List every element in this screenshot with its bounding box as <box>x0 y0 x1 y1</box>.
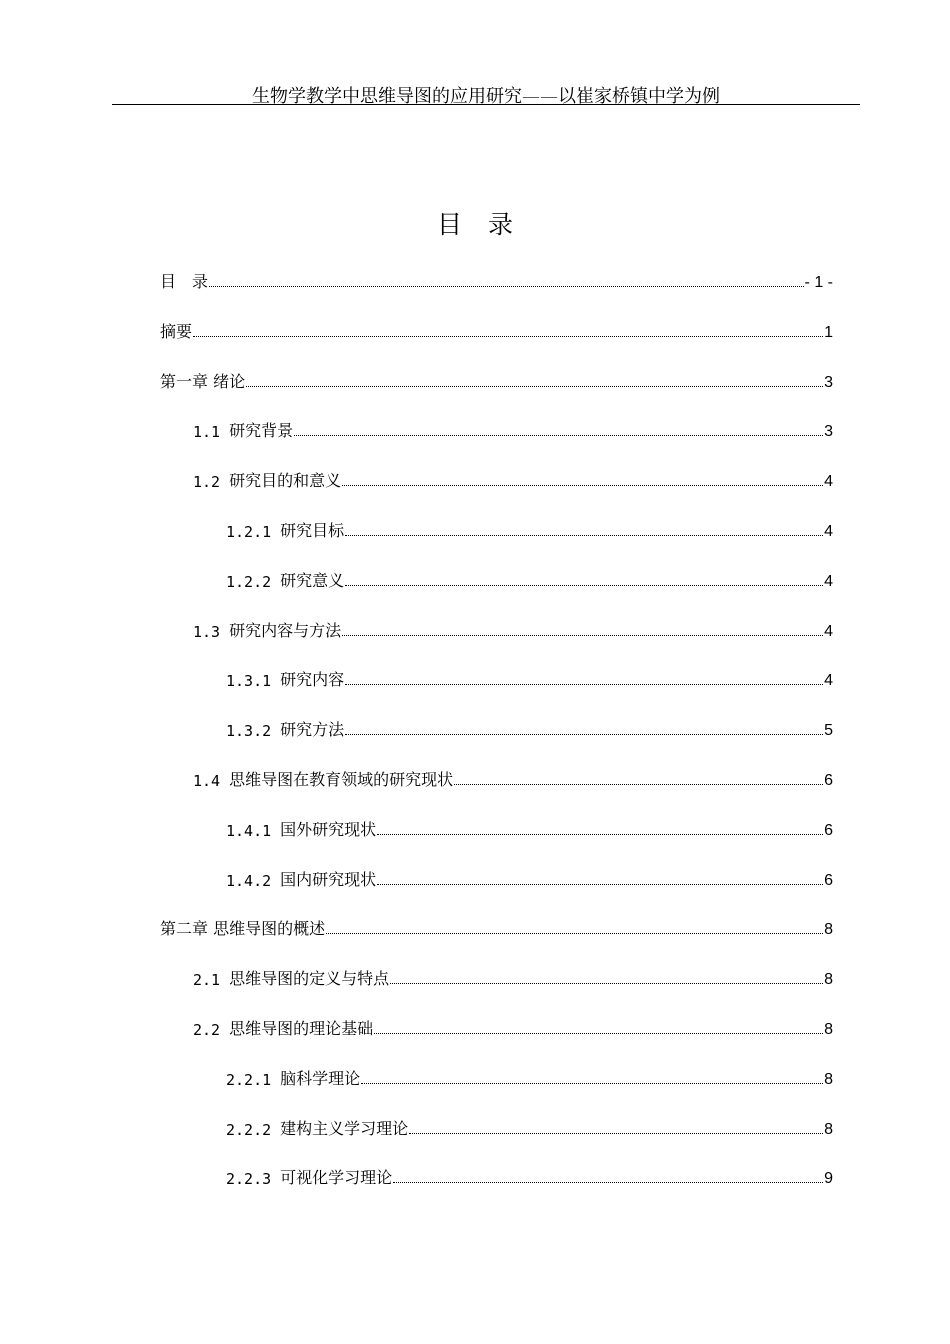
toc-entry[interactable] <box>226 517 833 541</box>
toc-entry-page: 8 <box>824 1070 833 1088</box>
toc-entry-label: 目 录 <box>160 272 209 291</box>
toc-entry-label: 研究背景 <box>229 421 294 441</box>
toc-entry[interactable] <box>160 915 833 939</box>
toc-entry-page: 3 <box>824 423 833 441</box>
toc-entry-label: 思维导图在教育领域的研究现状 <box>229 770 454 789</box>
toc-entry-number: 1.4.1 <box>226 821 272 840</box>
toc-entry[interactable] <box>193 1015 833 1039</box>
toc-entry[interactable] <box>226 567 833 591</box>
toc-entry-page: 8 <box>824 1120 833 1138</box>
toc-entry-number: 1.2.1 <box>226 523 272 541</box>
toc-entry-number: 2.2.1 <box>226 1070 272 1089</box>
dot-leader <box>374 1033 823 1034</box>
toc-entry-label: 可视化学习理论 <box>280 1168 393 1188</box>
toc-entry-label: 研究目的和意义 <box>229 471 342 491</box>
toc-entry-page: 4 <box>824 523 833 540</box>
toc-entry-label: 研究意义 <box>280 570 345 590</box>
toc-entry-page: 6 <box>824 871 833 889</box>
dot-leader <box>326 933 823 934</box>
toc-entry[interactable] <box>226 666 833 690</box>
toc-entry[interactable] <box>226 1065 833 1089</box>
dot-leader <box>342 485 823 486</box>
toc-entry-number: 1.2 <box>193 473 221 492</box>
dot-leader <box>342 635 823 636</box>
dot-leader <box>209 286 804 287</box>
toc-entry-label: 思维导图的定义与特点 <box>229 969 390 989</box>
toc-entry[interactable] <box>193 617 833 641</box>
dot-leader <box>345 684 823 685</box>
dot-leader <box>246 386 823 387</box>
toc-entry-number: 2.2.2 <box>226 1120 272 1139</box>
page-title: 目录 <box>436 210 539 239</box>
toc-entry-page: 6 <box>824 821 833 839</box>
toc-entry-number: 1.3.2 <box>226 722 272 741</box>
toc-entry-page: 1 <box>824 323 833 341</box>
toc-entry[interactable] <box>226 716 833 740</box>
toc-entry-page: 4 <box>824 672 833 690</box>
toc-entry-label: 研究方法 <box>280 720 345 740</box>
toc-entry-page: 4 <box>824 473 833 491</box>
toc-entry-page: 4 <box>824 622 833 640</box>
toc-entry[interactable] <box>160 268 833 292</box>
toc-entry[interactable] <box>160 368 833 392</box>
toc-entry-page: 8 <box>824 971 833 989</box>
toc-entry[interactable] <box>193 965 833 989</box>
dot-leader <box>377 884 823 885</box>
toc-entry[interactable] <box>226 816 833 840</box>
toc-entry-number: 1.4.2 <box>226 871 272 890</box>
dot-leader <box>361 1083 823 1084</box>
toc-entry-page: 9 <box>824 1170 833 1188</box>
toc-entry-label: 第二章 思维导图的概述 <box>160 919 326 939</box>
toc-entry-page: 6 <box>824 772 833 789</box>
toc-entry-page: 8 <box>824 921 833 939</box>
toc-entry-label: 国内研究现状 <box>280 869 377 889</box>
running-header: 生物学教学中思维导图的应用研究——以崔家桥镇中学为例 <box>252 86 720 107</box>
dot-leader <box>193 336 823 337</box>
toc-entry[interactable] <box>193 467 833 491</box>
toc-entry-number: 1.3.1 <box>226 672 272 691</box>
toc-entry-page: - 1 - <box>804 274 833 291</box>
toc-entry-number: 1.1 <box>193 423 221 442</box>
toc-entry-number: 2.1 <box>193 971 221 990</box>
toc-entry-label: 第一章 绪论 <box>160 371 246 391</box>
toc-entry-page: 4 <box>824 572 833 590</box>
toc-entry-label: 国外研究现状 <box>280 819 377 839</box>
toc-entry[interactable] <box>193 766 833 790</box>
toc-entry-label: 脑科学理论 <box>280 1068 361 1088</box>
toc-entry[interactable] <box>160 318 833 342</box>
toc-entry[interactable] <box>193 417 833 441</box>
toc-entry-label: 建构主义学习理论 <box>280 1118 409 1138</box>
dot-leader <box>377 834 823 835</box>
toc-entry-number: 2.2.3 <box>226 1170 272 1189</box>
toc-entry[interactable] <box>226 1115 833 1139</box>
toc-entry-number: 1.3 <box>193 622 221 641</box>
dot-leader <box>393 1182 823 1183</box>
toc-entry-label: 研究内容与方法 <box>229 620 342 640</box>
dot-leader <box>454 784 823 785</box>
toc-entry-label: 研究内容 <box>280 670 345 690</box>
dot-leader <box>345 535 823 536</box>
dot-leader <box>409 1133 823 1134</box>
dot-leader <box>345 585 823 586</box>
toc-entry-number: 1.2.2 <box>226 572 272 591</box>
toc-entry-label: 摘要 <box>160 321 193 341</box>
toc-entry-number: 2.2 <box>193 1021 221 1039</box>
toc-entry-page: 3 <box>824 373 833 391</box>
dot-leader <box>294 435 823 436</box>
toc-entry-page: 8 <box>824 1021 833 1038</box>
toc-entry-number: 1.4 <box>193 772 221 790</box>
toc-entry-page: 5 <box>824 722 833 740</box>
header-divider <box>112 104 860 105</box>
toc-entry[interactable] <box>226 1164 833 1188</box>
dot-leader <box>390 983 823 984</box>
toc-entry[interactable] <box>226 866 833 890</box>
dot-leader <box>345 734 823 735</box>
toc-entry-label: 思维导图的理论基础 <box>229 1019 374 1038</box>
toc-entry-label: 研究目标 <box>280 521 345 540</box>
